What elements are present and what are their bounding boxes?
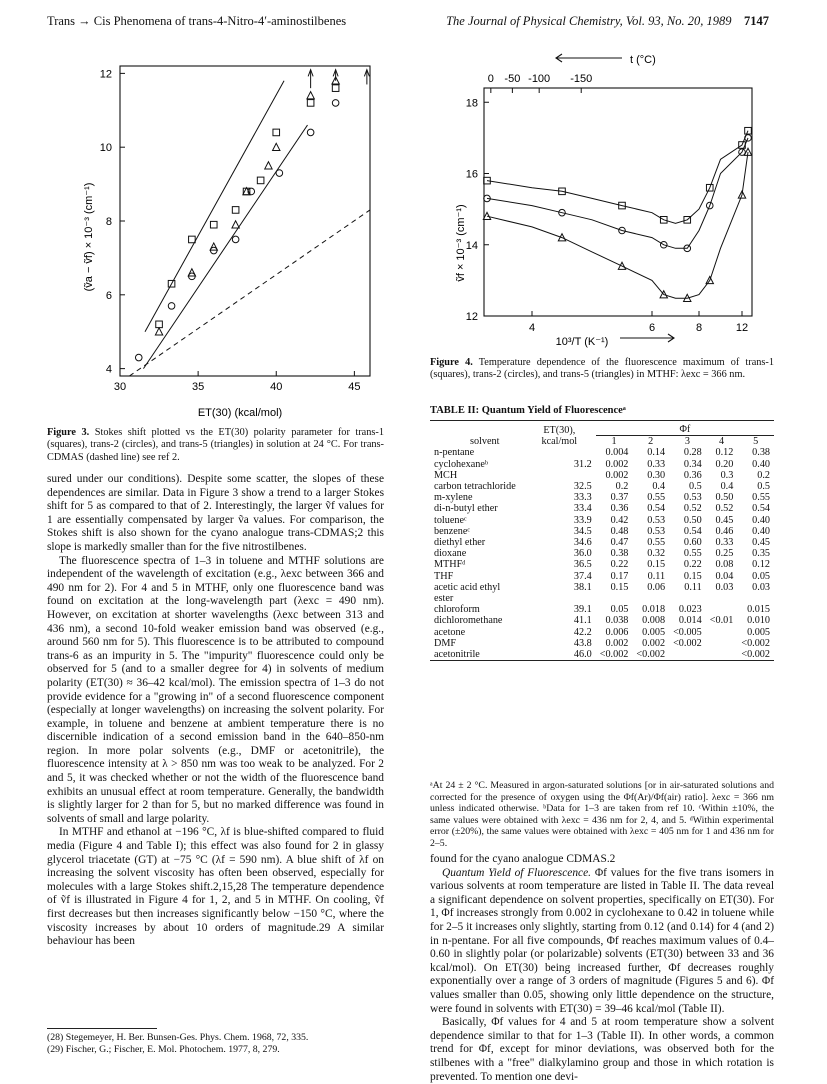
et30-cell: 33.4 xyxy=(573,503,592,515)
y-tick-label: 14 xyxy=(465,239,478,252)
references xyxy=(47,1032,384,1057)
y-tick-label: 4 xyxy=(105,363,112,376)
data-point xyxy=(745,135,752,142)
phi-cell: 0.014 xyxy=(678,615,702,627)
phi-cell: 0.010 xyxy=(747,615,770,627)
figure-3-xlabel: ET(30) (kcal/mol) xyxy=(197,407,283,419)
y-tick-label: 18 xyxy=(465,97,478,110)
figure-3-caption xyxy=(47,427,384,464)
table-row xyxy=(430,548,774,559)
phi-cell: 0.12 xyxy=(752,559,770,571)
solvent-cell: acetone xyxy=(434,626,466,638)
phi-cell: 0.40 xyxy=(752,525,770,537)
header-col-2: 2 xyxy=(648,436,654,448)
solvent-cell: DMF xyxy=(434,637,457,649)
solvent-cell: THF xyxy=(434,570,454,582)
solvent-cell: di-n-butyl ether xyxy=(434,503,498,515)
top-tick-label: -150 xyxy=(570,73,593,85)
table-row xyxy=(430,649,774,661)
solvent-cell: MTHFᵈ xyxy=(434,559,466,571)
top-tick-label: -50 xyxy=(504,73,521,85)
figure-4-frame xyxy=(484,88,752,316)
phi-cell: 0.03 xyxy=(715,581,734,593)
phi-cell: 0.006 xyxy=(605,626,629,638)
figure-4-caption-label: Figure 4. xyxy=(430,357,473,368)
phi-cell: <0.002 xyxy=(636,649,666,661)
figure-4-ylabel: ṽf × 10⁻³ (cm⁻¹) xyxy=(455,204,467,282)
table-2-title: TABLE II: Quantum Yield of Fluorescenceᵃ xyxy=(430,405,626,416)
x-tick-label: 12 xyxy=(735,322,749,334)
phi-cell xyxy=(669,649,706,661)
header-col-5: 5 xyxy=(753,436,759,448)
phi-cell: 0.03 xyxy=(752,581,770,593)
data-point xyxy=(232,207,239,214)
phi-cell: 0.40 xyxy=(752,514,770,526)
y-tick-label: 12 xyxy=(465,311,478,323)
y-tick-label: 10 xyxy=(99,142,112,155)
phi-cell: 0.11 xyxy=(684,581,702,593)
figure-4-xlabel: 10³/T (K⁻¹) xyxy=(555,336,609,348)
col2-para-2: Basically, Φf values for 4 and 5 at room temperature show a solvent dependence similar to that for 1–3 (Table II). In other words, a common trend for Φf, except for minor deviations, was observed both for the stilbenes with a "free" dialkylamino group and those in which rotation is prevented. To mention one devi- xyxy=(430,1016,774,1083)
data-point xyxy=(156,321,163,328)
data-point xyxy=(188,269,195,276)
phi-cell: 0.30 xyxy=(647,469,666,481)
data-point xyxy=(307,92,314,99)
figure-4-plot xyxy=(452,48,772,353)
phi-cell: 0.002 xyxy=(605,469,629,481)
et30-cell: 42.2 xyxy=(573,626,592,638)
solvent-cell: m-xylene xyxy=(434,492,473,504)
col2-para-0: found for the cyano analogue CDMAS.2 xyxy=(430,853,616,865)
figure-3-ylabel: (ṽa − ṽf) × 10⁻³ (cm⁻¹) xyxy=(83,182,95,292)
figure-4-top-label: t (°C) xyxy=(630,54,656,66)
phi-cell: 0.50 xyxy=(683,514,702,526)
solvent-cell: benzeneᶜ xyxy=(434,525,470,537)
phi-cell: 0.038 xyxy=(605,615,629,627)
et30-cell: 31.2 xyxy=(573,458,592,470)
et30-cell: 38.1 xyxy=(573,581,592,593)
data-point xyxy=(307,100,314,107)
phi-cell: <0.002 xyxy=(599,649,629,661)
figure-3-frame xyxy=(120,66,370,376)
phi-cell: <0.002 xyxy=(741,637,770,649)
phi-cell: 0.52 xyxy=(683,503,702,515)
figure-3-plot xyxy=(80,52,380,422)
phi-cell: 0.5 xyxy=(757,481,770,493)
phi-cell: 0.40 xyxy=(752,458,770,470)
table-2-footnote: ᵃAt 24 ± 2 °C. Measured in argon-saturated solutions [or in air-saturated solutions and corrected for the presence of oxygen using the Φf(Ar)/Φf(air) ratio]. λexc = 366 nm unless indicated otherwise. ᵇData for 1–3 are taken from ref 10. ᶜWithin ±10%, the same values were obtained with λexc = 436 nm for 2, 4, and 5. ᵈWithin experimental error (±20%), the same values were obtained with λexc = 405 nm for 1 and 436 nm for 2–5. xyxy=(430,780,774,849)
col1-para-2: The fluorescence spectra of 1–3 in toluene and MTHF solutions are independent of the wavelength of excitation (e.g., λexc between 366 and 490 nm for 2). For 4 and 5 in MTHF, only one fluorescence band was found on excitation at the long-wavelength part (λexc = 490 nm). However, on excitation at shorter wavelengths (λexc between 313 and 436 nm), a second 10-fold weaker emission band was observed (e.g., around 560 nm for 5). This fluorescence is to be attributed to compound trans-6 as an impurity in 5. The "impurity" fluorescence could only be observed for 5 (and to a smaller degree for 4) in solvents of medium polarity (ET(30) ≈ 36–42 kcal/mol). The emission spectra of 1–3 do not provide evidence for a "growing in" of a second fluorescence component (especially at longer wavelengths) on increasing the solvent polarity. For example, in toluene and benzene at ambient temperature there is no discernible indication of a second emission band in the 640–850-nm region. In more polar solvents (e.g., DMF or acetonitrile), the fluorescence intensity at λ > 850 nm was too weak to be analyzed. For 2 and 5, it was checked whether or not the width of the fluorescence band exhibits an unusual effect at room temperature. Generally, the bandwidth is slightly larger for 2 than for 5, but no marked difference was found in solvents of small and large polarity. xyxy=(47,554,384,825)
phi-cell: 0.38 xyxy=(610,548,629,560)
phi-cell: 0.005 xyxy=(642,626,666,638)
phi-cell: 0.33 xyxy=(647,458,666,470)
trend-line-upper xyxy=(145,81,284,332)
phi-cell: 0.52 xyxy=(715,503,734,515)
et30-cell: 32.5 xyxy=(573,481,592,493)
phi-cell: 0.34 xyxy=(683,458,702,470)
phi-cell: 0.35 xyxy=(752,548,770,560)
phi-cell: 0.36 xyxy=(683,469,702,481)
data-point xyxy=(332,100,339,107)
phi-cell: 0.17 xyxy=(610,570,629,582)
phi-cell: 0.45 xyxy=(715,514,734,526)
phi-cell: 0.002 xyxy=(642,637,666,649)
col2-para-1-text: Φf values for the five trans isomers in various solvents at room temperature are listed in Table II. The data reveal a significant dependence on solvent properties, specifically on ET(30). For 1, Φf increases strongly from 0.002 in cyclohexane to 0.42 in toluene while for 2–5 it increases only slightly, starting from 0.12 (and 0.14) for 4 (and 2) in n-pentane. For all five compounds, Φf reaches maximum values of 0.4–0.60 in slightly polar (or polarizable) solvents (ET(30) between 33 and 36 kcal/mol). On ET(30) being increased further, Φf decreases roughly exponentially over a range of 3 orders of magnitude (Figures 5 and 6). Φf values smaller than 0.05, showing only little dependence on the structure, were found in solvents with ET(30) = 39–46 kcal/mol (Table II). xyxy=(430,866,774,1015)
header-solvent: solvent xyxy=(470,436,500,448)
phi-cell: 0.50 xyxy=(715,492,734,504)
phi-cell: 0.08 xyxy=(715,559,734,571)
phi-cell: 0.015 xyxy=(747,604,770,616)
phi-cell: 0.4 xyxy=(652,481,666,493)
phi-cell: 0.002 xyxy=(605,637,629,649)
phi-cell xyxy=(706,627,738,638)
phi-cell: 0.004 xyxy=(605,447,629,459)
figure-4-axes xyxy=(484,54,752,342)
phi-cell: 0.4 xyxy=(720,481,734,493)
table-row xyxy=(430,447,774,458)
col1-para-1: sured under our conditions). Despite some scatter, the slopes of these dependences are similar. Data in Figure 3 show a trend to a larger Stokes shift for 5 as compared to that of 2. Interestingly, the larger ṽf values for 1 are essentially compensated by larger ṽa values. For comparison, the Stokes shift is also shown for the cyano analogue trans-CDMAS;2 this slope is markedly smaller than for the five nitrostilbenes. xyxy=(47,473,384,553)
journal-citation: The Journal of Physical Chemistry, Vol. 93, No. 20, 1989 xyxy=(446,14,732,28)
table-row xyxy=(430,571,774,582)
col1-para-3: In MTHF and ethanol at −196 °C, λf is blue-shifted compared to fluid media (Figure 4 and Table I); this effect was also found for 2 in glassy glycerol triacetate (GT) at −75 °C (λf = 590 nm). A blue shift of λf on increasing the solvent viscosity has often been observed, especially for molecules with a large Stokes shift.2,15,28 The temperature dependence of ṽf is illustrated in Figure 4 for 1, 2, and 5 in MTHF. On cooling, ṽf first decreases but then increases significantly below −150 °C, where the viscosity increases by about 10 orders of magnitude.29 A similar behaviour has been xyxy=(47,826,384,948)
phi-cell: 0.47 xyxy=(610,537,629,549)
reference-29: (29) Fischer, G.; Fischer, E. Mol. Photochem. 1977, 8, 279. xyxy=(47,1044,280,1056)
solvent-cell: tolueneᶜ xyxy=(434,514,467,526)
phi-cell: 0.5 xyxy=(689,481,702,493)
y-tick-label: 16 xyxy=(465,168,478,181)
solvent-cell: acetic acid ethyl ester xyxy=(434,581,501,605)
et30-cell: 34.5 xyxy=(573,525,592,537)
figure-4-caption-text: Temperature dependence of the fluorescence maximum of trans-1 (squares), trans-2 (circles), and trans-5 (triangles) in MTHF: λexc = 366 nm. xyxy=(430,357,774,381)
phi-cell: 0.11 xyxy=(647,570,666,582)
data-point xyxy=(168,303,175,310)
phi-cell: 0.15 xyxy=(683,570,702,582)
column-1-body xyxy=(47,473,384,949)
series-line xyxy=(487,152,748,298)
table-2-body xyxy=(430,447,774,660)
x-tick-label: 4 xyxy=(528,322,536,334)
data-point xyxy=(276,170,283,177)
x-tick-label: 40 xyxy=(270,381,283,393)
data-point xyxy=(155,328,162,335)
solvent-cell: n-pentane xyxy=(434,447,475,459)
page-number: 7147 xyxy=(744,14,769,28)
data-point xyxy=(189,236,196,243)
phi-cell: 0.53 xyxy=(647,514,666,526)
et30-cell: 39.1 xyxy=(573,604,592,616)
phi-cell: 0.55 xyxy=(647,492,666,504)
figure-3-caption-text: Stokes shift plotted vs the ET(30) polarity parameter for trans-1 (squares), trans-2 (circles), and trans-5 (triangles) in solution at 24 °C. For trans-CDMAS (dashed line) see ref 2. xyxy=(47,427,384,463)
data-point xyxy=(265,162,272,169)
running-header-right xyxy=(446,14,769,29)
table-row xyxy=(430,470,774,481)
figure-3-axes xyxy=(120,66,370,376)
phi-cell: 0.36 xyxy=(610,503,629,515)
phi-cell: 0.008 xyxy=(642,615,666,627)
phi-cell: 0.12 xyxy=(715,447,734,459)
x-tick-label: 6 xyxy=(648,322,656,334)
table-row xyxy=(430,627,774,638)
top-tick-label: 0 xyxy=(487,73,494,85)
phi-cell: 0.018 xyxy=(642,604,666,616)
phi-cell xyxy=(706,604,738,615)
phi-cell: 0.15 xyxy=(610,581,629,593)
table-row xyxy=(430,492,774,503)
table-row xyxy=(430,615,774,626)
solvent-cell: dioxane xyxy=(434,548,467,560)
x-tick-label: 8 xyxy=(695,322,703,334)
data-point xyxy=(332,85,339,92)
figure-3-markers xyxy=(129,70,370,376)
et30-cell: 46.0 xyxy=(573,649,592,661)
solvent-cell: cyclohexaneᵇ xyxy=(434,458,489,470)
phi-cell: 0.005 xyxy=(747,626,770,638)
phi-cell: 0.53 xyxy=(647,525,666,537)
phi-cell: 0.38 xyxy=(752,447,770,459)
phi-cell: 0.33 xyxy=(715,537,734,549)
et30-cell: 36.0 xyxy=(573,548,592,560)
et30-cell: 37.4 xyxy=(573,570,592,582)
phi-cell: 0.48 xyxy=(610,525,629,537)
trend-line-lower xyxy=(143,125,307,369)
data-point xyxy=(273,143,280,150)
solvent-cell: carbon tetrachloride xyxy=(434,481,516,493)
top-tick-label: -100 xyxy=(528,73,551,85)
phi-cell: <0.002 xyxy=(741,649,770,661)
phi-cell: 0.2 xyxy=(615,481,629,493)
table-row xyxy=(430,526,774,537)
et30-cell: 33.3 xyxy=(573,492,592,504)
footnote-rule xyxy=(47,1028,157,1029)
cdmas-dashed-line xyxy=(129,210,370,376)
table-row xyxy=(430,503,774,514)
phi-cell: <0.002 xyxy=(673,637,702,649)
phi-cell: 0.05 xyxy=(610,604,629,616)
data-point xyxy=(307,129,314,136)
data-point xyxy=(273,129,280,136)
phi-cell: 0.55 xyxy=(752,492,770,504)
solvent-cell: acetonitrile xyxy=(434,649,480,661)
figure-4-caption xyxy=(430,357,774,382)
header-et30: ET(30), kcal/mol xyxy=(541,425,578,448)
phi-cell: 0.15 xyxy=(647,559,666,571)
y-tick-label: 8 xyxy=(105,216,112,228)
table-top-rule xyxy=(430,420,774,421)
phi-cell: 0.002 xyxy=(605,458,629,470)
data-point xyxy=(135,354,142,361)
phi-cell: 0.37 xyxy=(610,492,629,504)
phi-cell: 0.53 xyxy=(683,492,702,504)
phi-cell: 0.45 xyxy=(752,537,770,549)
data-point xyxy=(210,221,217,228)
phi-cell: <0.005 xyxy=(673,626,702,638)
table-row xyxy=(430,537,774,548)
phi-cell: 0.20 xyxy=(715,458,734,470)
phi-cell: 0.22 xyxy=(610,559,629,571)
table-row xyxy=(430,481,774,492)
y-tick-label: 12 xyxy=(99,68,112,81)
et30-cell: 41.1 xyxy=(573,615,592,627)
data-point xyxy=(210,243,217,250)
phi-cell: 0.05 xyxy=(752,570,770,582)
et30-cell: 33.9 xyxy=(573,514,592,526)
column-2-body xyxy=(430,853,774,1084)
section-heading-quantum-yield: Quantum Yield of Fluorescence. xyxy=(442,866,592,879)
table-row xyxy=(430,582,774,604)
data-point xyxy=(232,236,239,243)
phi-cell: 0.32 xyxy=(647,548,666,560)
phi-cell: 0.2 xyxy=(757,469,770,481)
figure-3-ticks xyxy=(100,68,361,393)
phi-cell: 0.46 xyxy=(715,525,734,537)
header-col-3: 3 xyxy=(684,436,690,448)
solvent-cell: diethyl ether xyxy=(434,537,486,549)
phi-cell xyxy=(706,649,738,661)
reference-28: (28) Stegemeyer, H. Ber. Bunsen-Ges. Phys. Chem. 1968, 72, 335. xyxy=(47,1032,309,1043)
phi-cell: 0.023 xyxy=(678,604,702,616)
et30-cell xyxy=(523,447,596,458)
phi-cell: 0.55 xyxy=(683,548,702,560)
data-point xyxy=(232,221,239,228)
figure-4-series xyxy=(483,127,751,301)
phi-cell: 0.28 xyxy=(683,447,702,459)
phi-cell: 0.14 xyxy=(647,447,666,459)
table-2 xyxy=(430,424,774,661)
phi-cell xyxy=(706,638,738,649)
phi-cell: <0.01 xyxy=(709,615,734,627)
phi-cell: 0.04 xyxy=(715,570,734,582)
x-tick-label: 35 xyxy=(192,381,205,393)
table-row xyxy=(430,515,774,526)
phi-cell: 0.3 xyxy=(720,469,734,481)
phi-cell: 0.25 xyxy=(715,548,734,560)
table-row xyxy=(430,559,774,570)
table-row xyxy=(430,459,774,470)
phi-cell: 0.55 xyxy=(647,537,666,549)
solvent-cell: dichloromethane xyxy=(434,615,503,627)
header-col-1: 1 xyxy=(611,436,617,448)
series-line xyxy=(487,131,748,224)
data-point xyxy=(257,177,264,184)
et30-cell xyxy=(523,470,596,481)
x-tick-label: 30 xyxy=(113,381,127,393)
phi-cell: 0.42 xyxy=(610,514,629,526)
series-line xyxy=(487,138,748,248)
y-tick-label: 6 xyxy=(105,289,112,302)
phi-cell: 0.22 xyxy=(683,559,702,571)
figure-4-ticks xyxy=(466,73,748,334)
et30-cell: 34.6 xyxy=(573,537,592,549)
et30-cell: 36.5 xyxy=(573,559,592,571)
running-header-left: Trans → Cis Phenomena of trans-4-Nitro-4′-aminostilbenes xyxy=(47,14,347,28)
et30-cell: 43.8 xyxy=(573,637,592,649)
solvent-cell: chloroform xyxy=(434,604,480,616)
table-row xyxy=(430,604,774,615)
table-row xyxy=(430,638,774,649)
x-tick-label: 45 xyxy=(348,381,361,393)
col2-para-1 xyxy=(430,867,774,1017)
solvent-cell: MCH xyxy=(434,469,458,481)
figure-3-caption-label: Figure 3. xyxy=(47,427,90,438)
phi-cell: 0.54 xyxy=(683,525,702,537)
phi-cell: 0.06 xyxy=(647,581,666,593)
phi-cell: 0.54 xyxy=(647,503,666,515)
header-phi: Φf xyxy=(596,424,774,436)
header-col-4: 4 xyxy=(718,436,725,448)
phi-cell: 0.54 xyxy=(752,503,770,515)
phi-cell: 0.60 xyxy=(683,537,702,549)
